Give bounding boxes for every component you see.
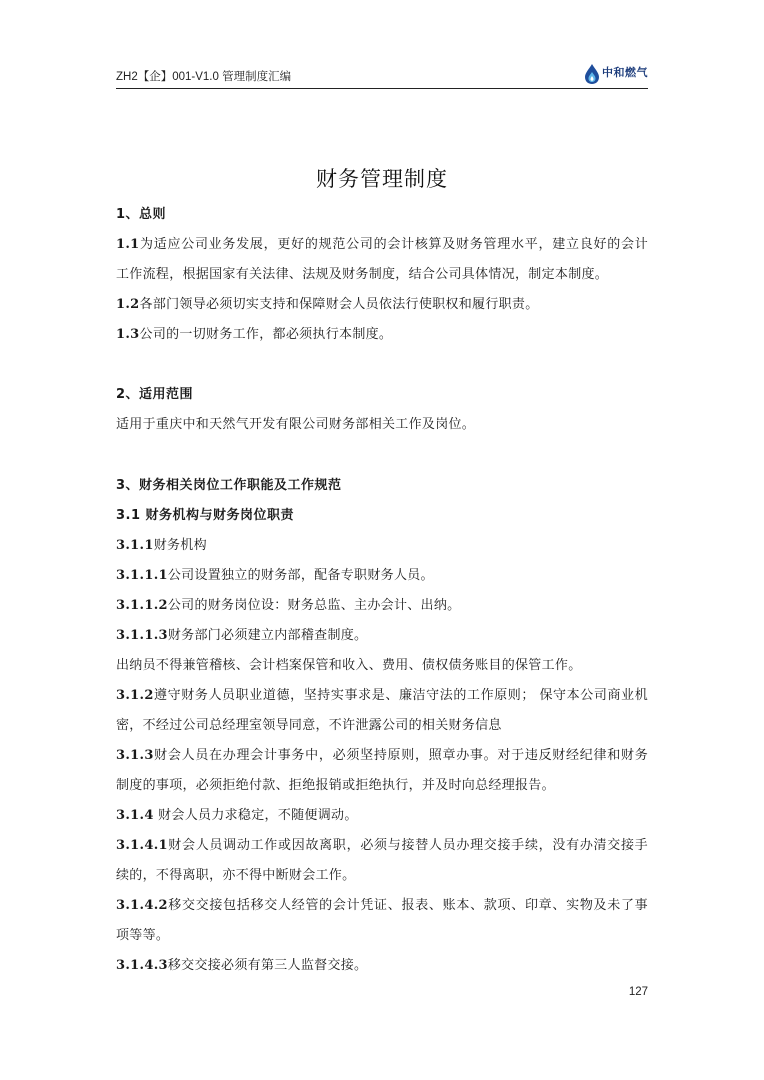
paragraph-line: 1.1为适应公司业务发展，更好的规范公司的会计核算及财务管理水平，建立良好的会计 [116, 237, 648, 252]
paragraph-line: 3.1.1.3财务部门必须建立内部稽查制度。 [116, 628, 368, 643]
paragraph-line: 3.1.4.3移交交接必须有第三人监督交接。 [116, 958, 368, 973]
paragraph-line: 3.1.3财会人员在办理会计事务中，必须坚持原则，照章办事。对于违反财经纪律和财务 [116, 748, 648, 763]
doc-code: ZH2【企】001-V1.0 管理制度汇编 [116, 71, 292, 83]
paragraph-line: 项等等。 [116, 928, 170, 943]
paragraph-line: 3.1.1.2公司的财务岗位设：财务总监、主办会计、出纳。 [116, 598, 461, 613]
company-logo [584, 61, 648, 85]
paragraph-line: 续的，不得离职，亦不得中断财会工作。 [116, 868, 356, 883]
paragraph-line: 适用于重庆中和天然气开发有限公司财务部相关工作及岗位。 [116, 417, 476, 432]
section-heading-duties: 3、财务相关岗位工作职能及工作规范 [116, 478, 342, 493]
page-number: 127 [628, 986, 648, 998]
logo-text: 中和燃气 [602, 66, 648, 79]
paragraph-line: 3.1.4 财会人员力求稳定，不随便调动。 [116, 808, 358, 823]
paragraph-line: 3.1.1财务机构 [116, 538, 207, 553]
paragraph-line: 3.1.1.1公司设置独立的财务部，配备专职财务人员。 [116, 568, 434, 583]
paragraph-line: 出纳员不得兼管稽核、会计档案保管和收入、费用、债权债务账目的保管工作。 [116, 658, 582, 673]
paragraph-line: 3.1.4.1财会人员调动工作或因故离职，必须与接替人员办理交接手续，没有办清交接手 [116, 838, 648, 853]
flame-drop-icon [584, 63, 600, 85]
page-title: 财务管理制度 [316, 167, 448, 191]
page-header [116, 60, 648, 89]
paragraph-line: 3.1.4.2移交交接包括移交人经管的会计凭证、报表、账本、款项、印章、实物及未了事 [116, 898, 648, 913]
paragraph-line: 3.1.2遵守财务人员职业道德，坚持实事求是、廉洁守法的工作原则； 保守本公司商业机 [116, 688, 648, 703]
paragraph-line: 制度的事项，必须拒绝付款、拒绝报销或拒绝执行，并及时向总经理报告。 [116, 778, 555, 793]
paragraph-line: 1.2各部门领导必须切实支持和保障财会人员依法行使职权和履行职责。 [116, 297, 539, 312]
section-heading-general: 1、总则 [116, 207, 167, 222]
subsection-heading: 3.1 财务机构与财务岗位职责 [116, 508, 295, 523]
section-heading-scope: 2、适用范围 [116, 387, 194, 402]
paragraph-line: 密，不经过公司总经理室领导同意，不许泄露公司的相关财务信息 [116, 718, 502, 733]
paragraph-line: 工作流程，根据国家有关法律、法规及财务制度，结合公司具体情况，制定本制度。 [116, 267, 609, 282]
paragraph-line: 1.3公司的一切财务工作，都必须执行本制度。 [116, 327, 393, 342]
